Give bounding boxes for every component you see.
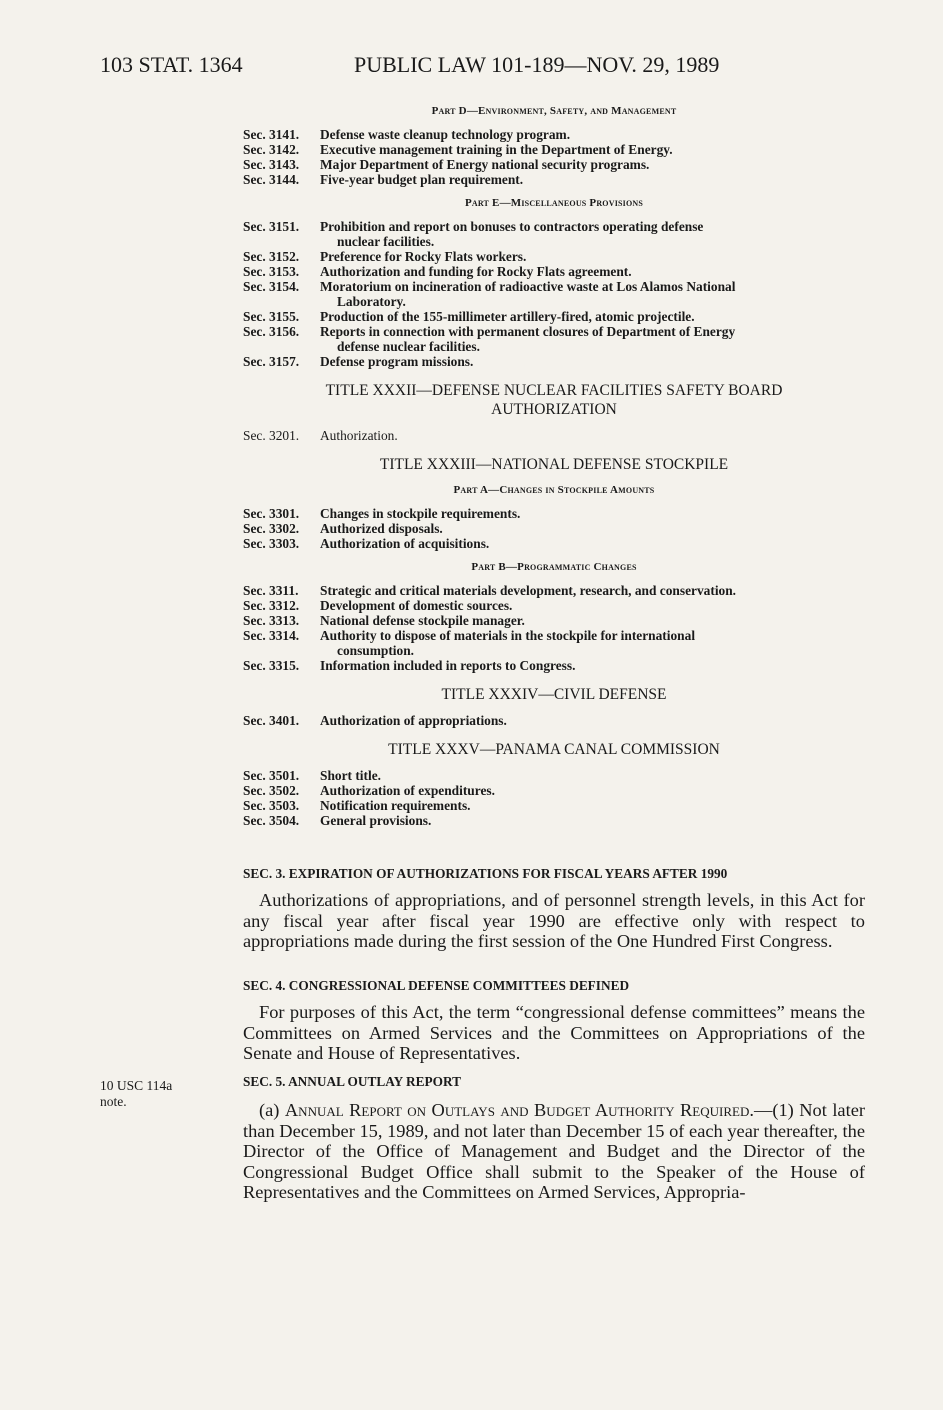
toc-entry: Sec. 3151. Prohibition and report on bonuses to contractors operating defense nuclear facilities. (243, 219, 704, 249)
toc-entry: Sec. 3143. Major Department of Energy national security programs. (243, 157, 650, 172)
public-law-title: PUBLIC LAW 101-189—NOV. 29, 1989 (354, 52, 720, 77)
section-5 (243, 1074, 865, 1203)
section-5-text (243, 1100, 865, 1203)
section-5-heading: SEC. 5. ANNUAL OUTLAY REPORT (243, 1074, 461, 1089)
subsection-body: —(1) Not later than December 15, 1989, and not later than December 15 of each year thereafter, the Director of the Office of Management and Budget and the Director of the Congressional Budget Office shall submit to the Speaker of the House of Representatives and the Committees on Armed Services, Appropria- (243, 1100, 865, 1202)
toc-entry: Sec. 3315. Information included in reports to Congress. (243, 658, 576, 673)
toc-entry: Sec. 3314. Authority to dispose of materials in the stockpile for international consumption. (243, 628, 696, 658)
title-34-heading: TITLE XXXIV—CIVIL DEFENSE (441, 686, 667, 703)
toc-entry: Sec. 3312. Development of domestic sources. (243, 598, 513, 613)
title-32-heading: TITLE XXXII—DEFENSE NUCLEAR FACILITIES SAFETY BOARD AUTHORIZATION (325, 382, 783, 418)
toc-entry: Sec. 3142. Executive management training in the Department of Energy. (243, 142, 673, 157)
toc-entry: Sec. 3141. Defense waste cleanup technology program. (243, 127, 571, 142)
margin-note: 10 USC 114a note. (100, 1078, 173, 1109)
toc-entry: Sec. 3152. Preference for Rocky Flats workers. (243, 249, 527, 264)
toc-entry: Sec. 3153. Authorization and funding for Rocky Flats agreement. (243, 264, 632, 279)
section-4-text: For purposes of this Act, the term “congressional defense committees” means the Committees on Armed Services and the Committees on Appropriations of the Senate and House of Representatives. (243, 1002, 865, 1063)
subsection-label: (a) (259, 1100, 280, 1120)
part-d-heading: Part D—Environment, Safety, and Management (431, 105, 677, 117)
section-3-text: Authorizations of appropriations, and of personnel strength levels, in this Act for any fiscal year after fiscal year 1990 are effective only with respect to appropriations made during the first session of the One Hundred First Congress. (243, 890, 865, 951)
part-e-heading: Part E—Miscellaneous Provisions (464, 197, 644, 209)
page-header (100, 52, 860, 92)
toc-entry: Sec. 3401. Authorization of appropriations. (243, 713, 507, 728)
toc-entry: Sec. 3504. General provisions. (243, 813, 432, 828)
toc-entry: Sec. 3157. Defense program missions. (243, 354, 474, 369)
table-of-contents (243, 104, 865, 828)
part-b-heading: Part B—Programmatic Changes (471, 561, 637, 573)
toc-entry: Sec. 3303. Authorization of acquisitions. (243, 536, 490, 551)
toc-entry: Sec. 3144. Five-year budget plan requirement. (243, 172, 524, 187)
toc-entry: Sec. 3311. Strategic and critical materials development, research, and conservation. (243, 583, 737, 598)
section-4-heading: SEC. 4. CONGRESSIONAL DEFENSE COMMITTEES DEFINED (243, 978, 630, 993)
section-3-heading: SEC. 3. EXPIRATION OF AUTHORIZATIONS FOR FISCAL YEARS AFTER 1990 (243, 866, 728, 881)
toc-entry: Sec. 3154. Moratorium on incineration of radioactive waste at Los Alamos National Laboratory. (243, 279, 736, 309)
subsection-title: Annual Report on Outlays and Budget Authority Required. (284, 1100, 754, 1120)
toc-entry: Sec. 3201. Authorization. (243, 428, 398, 443)
toc-entry: Sec. 3301. Changes in stockpile requirements. (243, 506, 521, 521)
title-35-heading: TITLE XXXV—PANAMA CANAL COMMISSION (388, 741, 720, 758)
toc-entry: Sec. 3156. Reports in connection with permanent closures of Department of Energy defense nuclear facilities. (243, 324, 736, 354)
toc-entry: Sec. 3155. Production of the 155-millimeter artillery-fired, atomic projectile. (243, 309, 695, 324)
toc-entry: Sec. 3501. Short title. (243, 768, 381, 783)
toc-entry: Sec. 3302. Authorized disposals. (243, 521, 443, 536)
toc-entry: Sec. 3313. National defense stockpile manager. (243, 613, 525, 628)
toc-entry: Sec. 3502. Authorization of expenditures. (243, 783, 495, 798)
title-33-heading: TITLE XXXIII—NATIONAL DEFENSE STOCKPILE (379, 456, 729, 473)
toc-entry: Sec. 3503. Notification requirements. (243, 798, 471, 813)
section-3 (243, 866, 865, 952)
stat-citation: 103 STAT. 1364 (100, 52, 243, 77)
part-a-heading: Part A—Changes in Stockpile Amounts (453, 484, 655, 496)
section-4 (243, 978, 865, 1064)
